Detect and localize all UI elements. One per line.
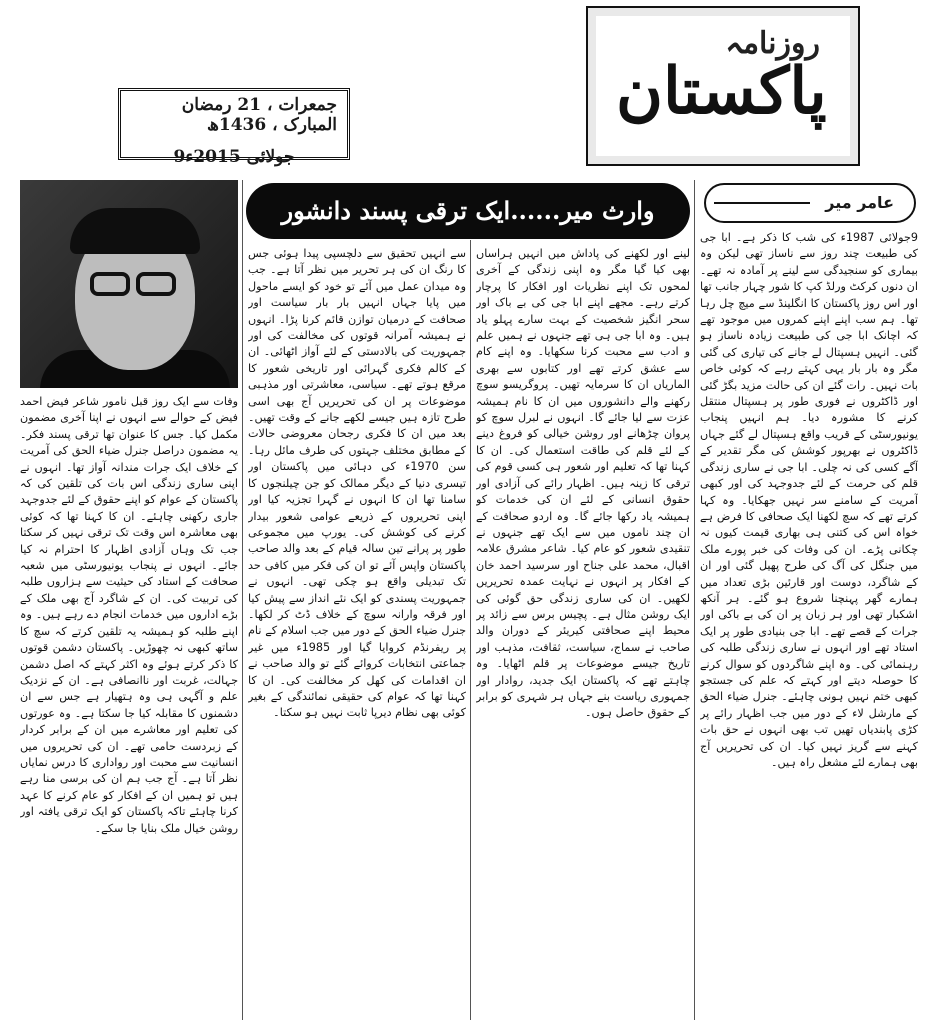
masthead <box>586 6 860 166</box>
article-column-1 <box>700 230 918 1020</box>
column-text: لینے اور لکھنے کی پاداش میں انہیں ہراساں بھی کیا گیا مگر وہ اپنی زندگی کے آخری لمحوں تک اپنے نظریات اور افکار کا پرچار کرتے رہے۔ مجھے اپنے ابا جی کی بے باک اور سحر انگیز شخصیت کے بہت سارے پہلو یاد ہیں۔ وہ ابا جی ہی تھے جنہوں نے ہمیں علم و ادب سے محبت کرنا سکھایا۔ وہ اپنے کام سے عشق کرتے تھے اور کتابوں سے بھری الماریاں ان کا سرمایہ تھیں۔ پروگریسو سوچ رکھنے والے دانشوروں میں ان کا نام ہمیشہ عزت سے لیا جائے گا۔ انہوں نے لبرل سوچ کو پروان چڑھانے اور روشن خیالی کو فروغ دینے کے لئے قلم کی طاقت استعمال کی۔ ان کا کہنا تھا کہ تعلیم اور شعور ہی کسی قوم کی ترقی کا زینہ ہیں۔ اظہار رائے کی آزادی اور حقوق انسانی کے لئے ان کی خدمات کو ہمیشہ یاد رکھا جائے گا۔ وہ اردو صحافت کے ان چند ناموں میں سے ایک تھے جنہوں نے تنقیدی شعور کو عام کیا۔ شاعر مشرق علامہ اقبال، محمد علی جناح اور سرسید احمد خان کے افکار پر انہوں نے نہایت عمدہ تحریریں لکھیں۔ ان کی ساری زندگی حق گوئی کی ایک روشن مثال ہے۔ پچیس برس سے زائد پر محیط اپنے صحافتی کیریئر کے دوران والد صاحب نے سماج، سیاست، ثقافت، مذہب اور تاریخ جیسے موضوعات پر قلم اٹھایا۔ وہ چاہتے تھے کہ پاکستان ایک جدید، روادار اور جمہوری ریاست بنے جہاں ہر شہری کو برابر کے حقوق حاصل ہوں۔ <box>476 247 690 720</box>
date-box <box>118 88 350 167</box>
masthead-logo <box>596 16 850 156</box>
author-photo <box>20 180 238 388</box>
hijri-date: جمعرات ، 21 رمضان المبارک ، 1436ھ <box>181 95 337 135</box>
column-divider <box>694 180 695 1020</box>
column-divider <box>470 240 471 1020</box>
glasses-icon <box>90 272 190 298</box>
article-column-2 <box>248 246 466 1020</box>
gregorian-date: 9جولائی 2015ء <box>173 147 295 167</box>
column-divider <box>242 180 243 1020</box>
column-text: سے انہیں تحقیق سے دلچسپی پیدا ہوئی جس کا رنگ ان کی ہر تحریر میں نظر آتا ہے۔ جب وہ میدان عمل میں آئے تو خود کو ایسے ماحول میں پایا جہاں انہیں بار بار سیاست اور صحافت کے درمیان توازن قائم کرنا پڑا۔ انہوں نے ہمیشہ آمرانہ قوتوں کی مخالفت کی اور جمہوریت کی بالادستی کے لئے آواز اٹھائی۔ ان کے کالم فکری گہرائی اور تاریخی شعور کا مرقع ہوتے تھے۔ سیاسی، معاشرتی اور مذہبی موضوعات پر ان کی تحریریں آج بھی اسی طرح تازہ ہیں جیسے لکھے جانے کے وقت تھیں۔ بعد میں ان کا فکری رجحان معروضی حالات کے مطابق مختلف جہتوں کی طرف مائل رہا۔ سن 1970ء کی دہائی میں پاکستان اور تیسری دنیا کے دیگر ممالک کو جن چیلنجوں کا سامنا تھا ان کا انہوں نے گہرا تجزیہ کیا اور اپنی تحریروں کے ذریعے عوامی شعور بیدار کرنے کی کوشش کی۔ یورپ میں مجموعی طور پر پرانے تین سالہ قیام کے بعد والد صاحب پاکستان واپس آئے تو ان کی فکر میں کافی حد تک تبدیلی واقع ہو چکی تھی۔ انہوں نے جمہوریت پسندی کو ایک نئے انداز سے پیش کیا اور فرقہ وارانہ سوچ کے خلاف ڈٹ کر لکھا۔ جنرل ضیاء الحق کے دور میں جب اسلام کے نام پر ریفرنڈم کروایا گیا اور 1985ء میں غیر جماعتی انتخابات کروائے گئے تو والد صاحب نے ان اقدامات کی کھل کر مخالفت کی۔ ان کا کہنا تھا کہ عوام کی حقیقی نمائندگی کے بغیر کوئی بھی نظام دیرپا ثابت نہیں ہو سکتا۔ <box>248 247 466 720</box>
article-headline: وارث میر......ایک ترقی پسند دانشور <box>246 183 690 239</box>
author-byline: عامر میر <box>704 183 916 223</box>
masthead-title: پاکستان <box>616 54 827 129</box>
article-column-3 <box>476 246 690 1020</box>
article-column-4 <box>20 394 238 1020</box>
column-text: 9جولائی 1987ء کی شب کا ذکر ہے۔ ابا جی کی طبیعت چند روز سے ناساز تھی لیکن وہ بیماری کو سنجیدگی سے لینے پر آمادہ نہ تھے۔ ان دنوں کرکٹ ورلڈ کپ کا شور چہار جانب تھا اور اس روز پاکستان کا انگلینڈ سے میچ چل رہا تھا۔ ہم سب اپنے اپنے کمروں میں موجود تھے کہ اچانک ابا جی کی طبیعت زیادہ ناساز ہو گئی۔ انہیں ہسپتال لے جانے کی تیاری کی گئی مگر وہ بار بار یہی کہتے رہے کہ کوئی خاص بات نہیں۔ رات گئے ان کی حالت مزید بگڑ گئی اور ڈاکٹروں نے فوری طور پر ہسپتال منتقل کرنے کا مشورہ دیا۔ ہم انہیں پنجاب یونیورسٹی کے قریب واقع ہسپتال لے گئے جہاں ڈاکٹروں نے بھرپور کوشش کی مگر تقدیر کے آگے کسی کی نہ چلی۔ ابا جی نے ساری زندگی قلم کی حرمت کے لئے جدوجہد کی اور کبھی آمریت کے سامنے سر نہیں جھکایا۔ وہ کہا کرتے تھے کہ سچ لکھنا ایک صحافی کا فرض ہے خواہ اس کی کتنی ہی بھاری قیمت کیوں نہ چکانی پڑے۔ ان کی وفات کی خبر پورے ملک میں جنگل کی آگ کی طرح پھیل گئی اور ان کے شاگرد، دوست اور قارئین بڑی تعداد میں ہمارے گھر پہنچنا شروع ہو گئے۔ ہر آنکھ اشکبار تھی اور ہر زبان پر ان کی بے باکی اور جرات کے قصے تھے۔ ابا جی بنیادی طور پر ایک استاد تھے اور انہوں نے ساری زندگی طلبہ کی رہنمائی کی۔ وہ اپنے شاگردوں کو سوال کرنے کا حوصلہ دیتے اور کہتے کہ علم کی جستجو کبھی ختم نہیں ہونی چاہئے۔ جنرل ضیاء الحق کے مارشل لاء کے دور میں جب اظہار رائے پر کڑی پابندیاں تھیں تب بھی انہوں نے حق بات کہنے سے گریز نہیں کیا۔ ان کی تحریریں آج بھی ہمارے لئے مشعل راہ ہیں۔ <box>700 231 918 769</box>
masthead-subtitle: روزنامہ <box>725 26 820 61</box>
column-text: وفات سے ایک روز قبل نامور شاعر فیض احمد فیض کے حوالے سے انہوں نے اپنا آخری مضمون مکمل کیا۔ جس کا عنوان تھا ترقی پسند فکر۔ یہ مضمون دراصل جنرل ضیاء الحق کی آمریت کے خلاف ایک جرات مندانہ آواز تھا۔ انہوں نے اپنی ساری زندگی اس بات کی تلقین کی کہ پاکستان کے عوام کو اپنے حقوق کے لئے جدوجہد جاری رکھنی چاہئے۔ ان کا کہنا تھا کہ کوئی بھی معاشرہ اس وقت تک ترقی نہیں کر سکتا جب تک وہاں آزادی اظہار کا احترام نہ کیا جائے۔ انہوں نے پنجاب یونیورسٹی میں شعبہ صحافت کے استاد کی حیثیت سے ہزاروں طلبہ کی تربیت کی۔ ان کے شاگرد آج بھی ملک کے بڑے اداروں میں خدمات انجام دے رہے ہیں۔ وہ اپنے طلبہ کو ہمیشہ یہ تلقین کرتے کہ سچ کا ساتھ کبھی نہ چھوڑیں۔ پاکستان دشمن قوتوں کا ذکر کرتے ہوئے وہ اکثر کہتے کہ اصل دشمن جہالت، غربت اور ناانصافی ہے۔ ان کے نزدیک علم و آگہی ہی وہ ہتھیار ہے جس سے ان دشمنوں کا مقابلہ کیا جا سکتا ہے۔ وہ عورتوں کی تعلیم اور معاشرے میں ان کے برابر کردار کے زبردست حامی تھے۔ ان کی تحریروں میں انسانیت سے محبت اور رواداری کا درس نمایاں نظر آتا ہے۔ آج جب ہم ان کی برسی منا رہے ہیں تو ہمیں ان کے افکار کو عام کرنے کا عہد کرنا چاہئے تاکہ پاکستان کو ایک ترقی یافتہ اور روشن خیال ملک بنایا جا سکے۔ <box>20 395 238 835</box>
